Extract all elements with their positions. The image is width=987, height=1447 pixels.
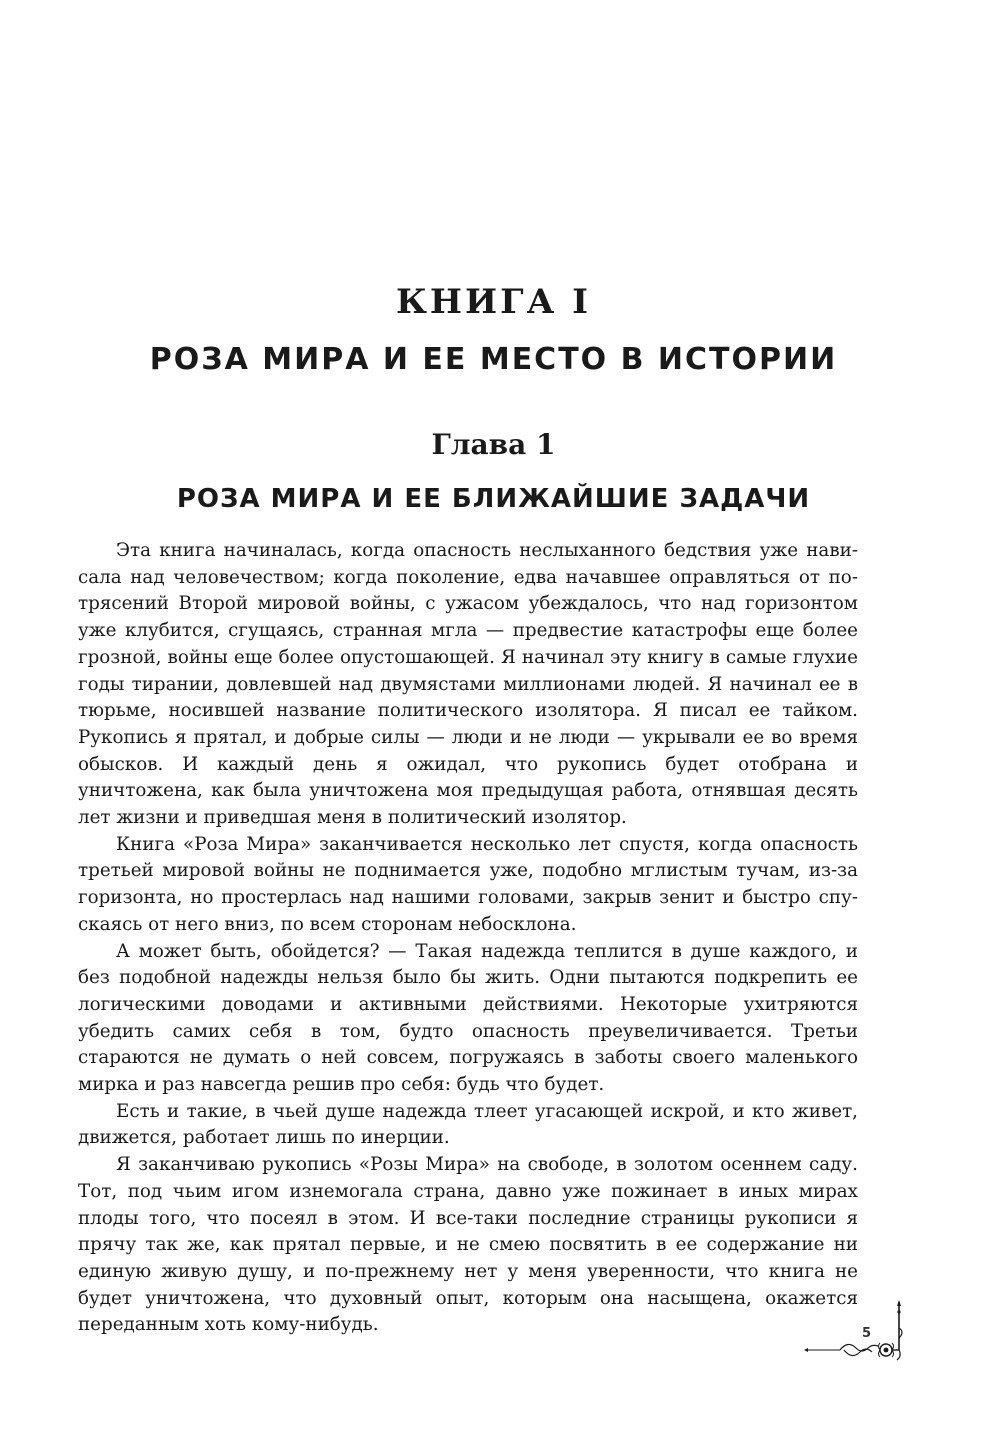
chapter-title: РОЗА МИРА И ЕЕ БЛИЖАЙШИЕ ЗАДАЧИ [176, 484, 811, 514]
floral-flourish-icon [800, 1298, 910, 1368]
paragraph-5: Я заканчиваю рукопись «Розы Мира» на свободе, в золотом осеннем саду. Тот, под чьим игом изнемогала страна, давно уже пожинает в иных мирах плоды того, что посеял в этом. И все-таки последние страницы рукописи я прячу так же, как прятал первые, и не смею посвятить в ее содержание ни единую живую душу, и по-прежнему нет у меня уверенности, что книга не будет уничтожена, что духовный опыт, которым она насыщена, окажется переданным хоть кому-нибудь. [78, 1154, 858, 1336]
paragraph-3: А может быть, обойдется? — Такая надежда теплится в душе каждого, и без подобной надежды нельзя было бы жить. Одни пытаются подкрепить ее логическими доводами и активными действиями. Некоторые ухитряются убедить самих себя в том, будто опасность преувеличивается. Третьи стараются не думать о ней совсем, погружаясь в заботы своего маленького мирка и раз навсегда решив про себя: будь что будет. [78, 940, 858, 1096]
body-text [78, 538, 858, 1339]
book-title: КНИГА I [395, 282, 592, 322]
chapter-label: Глава 1 [431, 428, 556, 461]
page-number: 5 [862, 1326, 872, 1341]
paragraph-2: Книга «Роза Мира» заканчивается несколько лет спустя, когда опасность третьей мировой войны не поднимается уже, подобно мглистым тучам, из-за горизонта, но простерлась над нашими головами, закрыв зенит и быстро спускаясь от него вниз, по всем сторонам небосклона. [78, 833, 858, 935]
book-subtitle: РОЗА МИРА И ЕЕ МЕСТО В ИСТОРИИ [149, 342, 838, 377]
paragraph-4: Есть и такие, в чьей душе надежда тлеет угасающей искрой, и кто живет, движется, работает лишь по инерции. [78, 1100, 858, 1149]
paragraph-1: Эта книга начиналась, когда опасность неслыханного бедствия уже нависала над человечеством; когда поколение, едва начавшее оправляться от потрясений Второй мировой войны, с ужасом убеждалось, что над горизонтом уже клубится, сгущаясь, странная мгла — предвестие катастрофы еще более грозной, войны еще более опустошающей. Я начинал эту книгу в самые глухие годы тирании, довлевшей над двумястами миллионами людей. Я начинал ее в тюрьме, носившей название политического изолятора. Я писал ее тайком. Рукопись я прятал, и добрые силы — люди и не люди — укрывали ее во время обысков. И каждый день я ожидал, что рукопись будет отобрана и уничтожена, как была уничтожена моя предыдущая работа, отнявшая десять лет жизни и приведшая меня в политический изолятор. [78, 540, 858, 829]
